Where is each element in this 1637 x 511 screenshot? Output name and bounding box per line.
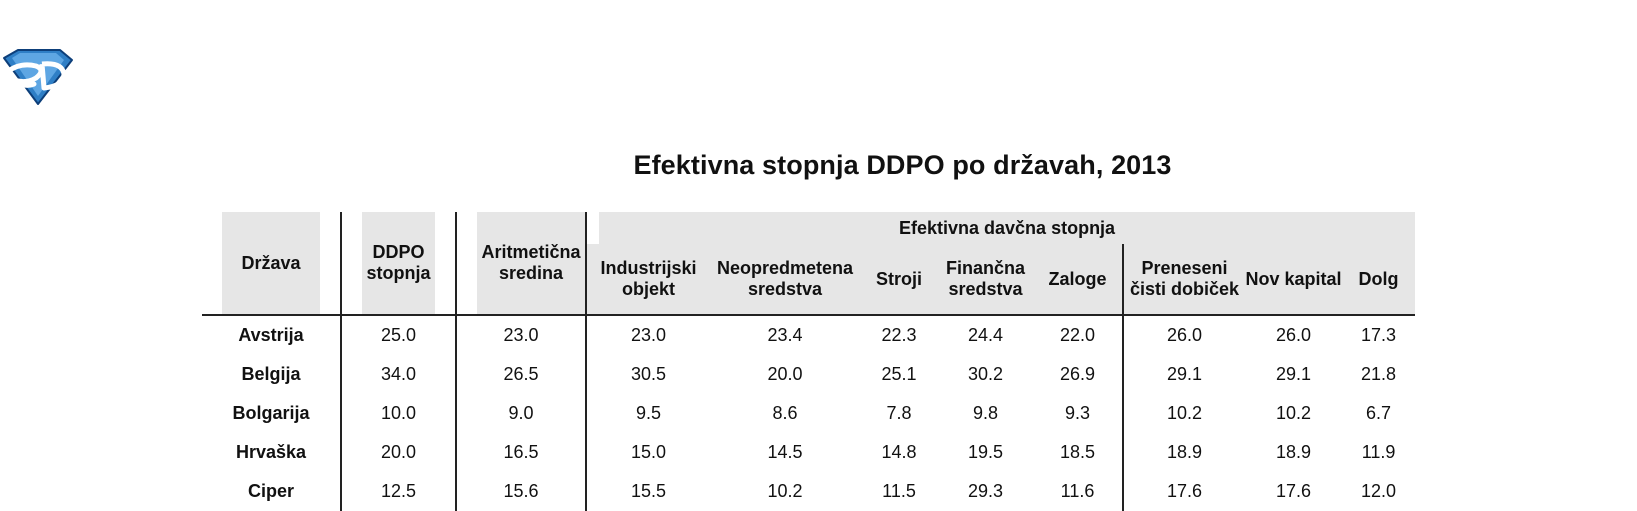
financial-cell: 29.3	[967, 481, 1004, 501]
col-header-mean: Aritmetična sredina	[455, 212, 585, 316]
debt-cell: 17.3	[1361, 325, 1397, 345]
inventories-cell: 26.9	[1059, 364, 1096, 384]
industrial-cell: 9.5	[585, 394, 710, 433]
machinery-cell: 14.8	[881, 442, 917, 462]
debt-cell: 11.9	[1361, 442, 1396, 462]
table-row	[202, 394, 1415, 433]
col-header-country: Država	[202, 212, 340, 316]
intangible-cell: 23.4	[767, 325, 803, 345]
rate-cell: 25.0	[340, 316, 455, 355]
col-header-inventories: Zaloge	[1033, 244, 1122, 316]
newcapital-cell: 26.0	[1275, 325, 1312, 345]
col-header-retained: Preneseni čisti dobiček	[1122, 244, 1245, 316]
col-header-newcapital: Nov kapital	[1245, 244, 1342, 316]
newcapital-cell: 29.1	[1275, 364, 1312, 384]
rate-cell: 20.0	[340, 433, 455, 472]
retained-cell: 29.1	[1122, 355, 1245, 394]
mean-cell: 23.0	[455, 316, 585, 355]
rate-cell: 10.0	[340, 394, 455, 433]
industrial-cell: 15.5	[585, 472, 710, 511]
inventories-cell: 11.6	[1060, 481, 1095, 501]
col-header-rate: DDPO stopnja	[340, 212, 455, 316]
country-cell: Belgija	[241, 364, 301, 384]
intangible-cell: 10.2	[767, 481, 803, 501]
machinery-cell: 11.5	[882, 481, 916, 501]
inventories-cell: 9.3	[1064, 403, 1091, 423]
table-row	[202, 355, 1415, 394]
industrial-cell: 30.5	[585, 355, 710, 394]
col-header-machinery: Stroji	[860, 244, 938, 316]
retained-cell: 18.9	[1122, 433, 1245, 472]
newcapital-cell: 18.9	[1275, 442, 1312, 462]
retained-cell: 26.0	[1122, 316, 1245, 355]
machinery-cell: 7.8	[886, 403, 912, 423]
machinery-cell: 22.3	[881, 325, 917, 345]
mean-cell: 9.0	[455, 394, 585, 433]
col-header-intangible: Neopredmetena sredstva	[710, 244, 860, 316]
table-row	[202, 316, 1415, 355]
financial-cell: 30.2	[967, 364, 1004, 384]
industrial-cell: 23.0	[585, 316, 710, 355]
mean-cell: 15.6	[455, 472, 585, 511]
retained-cell: 17.6	[1122, 472, 1245, 511]
page-title: Efektivna stopnja DDPO po državah, 2013	[633, 150, 1172, 180]
company-logo	[0, 48, 74, 106]
inventories-cell: 22.0	[1059, 325, 1096, 345]
intangible-cell: 14.5	[767, 442, 803, 462]
financial-cell: 24.4	[967, 325, 1004, 345]
newcapital-cell: 10.2	[1275, 403, 1312, 423]
table-row	[202, 433, 1415, 472]
intangible-cell: 8.6	[772, 403, 798, 423]
financial-cell: 19.5	[967, 442, 1004, 462]
mean-cell: 26.5	[455, 355, 585, 394]
debt-cell: 6.7	[1366, 403, 1392, 423]
intangible-cell: 20.0	[767, 364, 803, 384]
group-header-effective-rate: Efektivna davčna stopnja	[585, 212, 1415, 244]
industrial-cell: 15.0	[585, 433, 710, 472]
tax-rate-table	[202, 212, 1415, 511]
country-cell: Avstrija	[238, 325, 304, 345]
col-header-industrial: Industrijski objekt	[585, 244, 710, 316]
col-header-financial: Finančna sredstva	[938, 244, 1033, 316]
country-cell: Bolgarija	[232, 403, 310, 423]
debt-cell: 12.0	[1361, 481, 1397, 501]
col-header-debt: Dolg	[1342, 244, 1415, 316]
debt-cell: 21.8	[1361, 364, 1397, 384]
mean-cell: 16.5	[455, 433, 585, 472]
country-cell: Hrvaška	[235, 442, 307, 462]
rate-cell: 34.0	[340, 355, 455, 394]
rate-cell: 12.5	[340, 472, 455, 511]
table-row	[202, 472, 1415, 511]
inventories-cell: 18.5	[1059, 442, 1096, 462]
newcapital-cell: 17.6	[1275, 481, 1312, 501]
country-cell: Ciper	[247, 481, 294, 501]
retained-cell: 10.2	[1122, 394, 1245, 433]
financial-cell: 9.8	[972, 403, 999, 423]
machinery-cell: 25.1	[881, 364, 917, 384]
